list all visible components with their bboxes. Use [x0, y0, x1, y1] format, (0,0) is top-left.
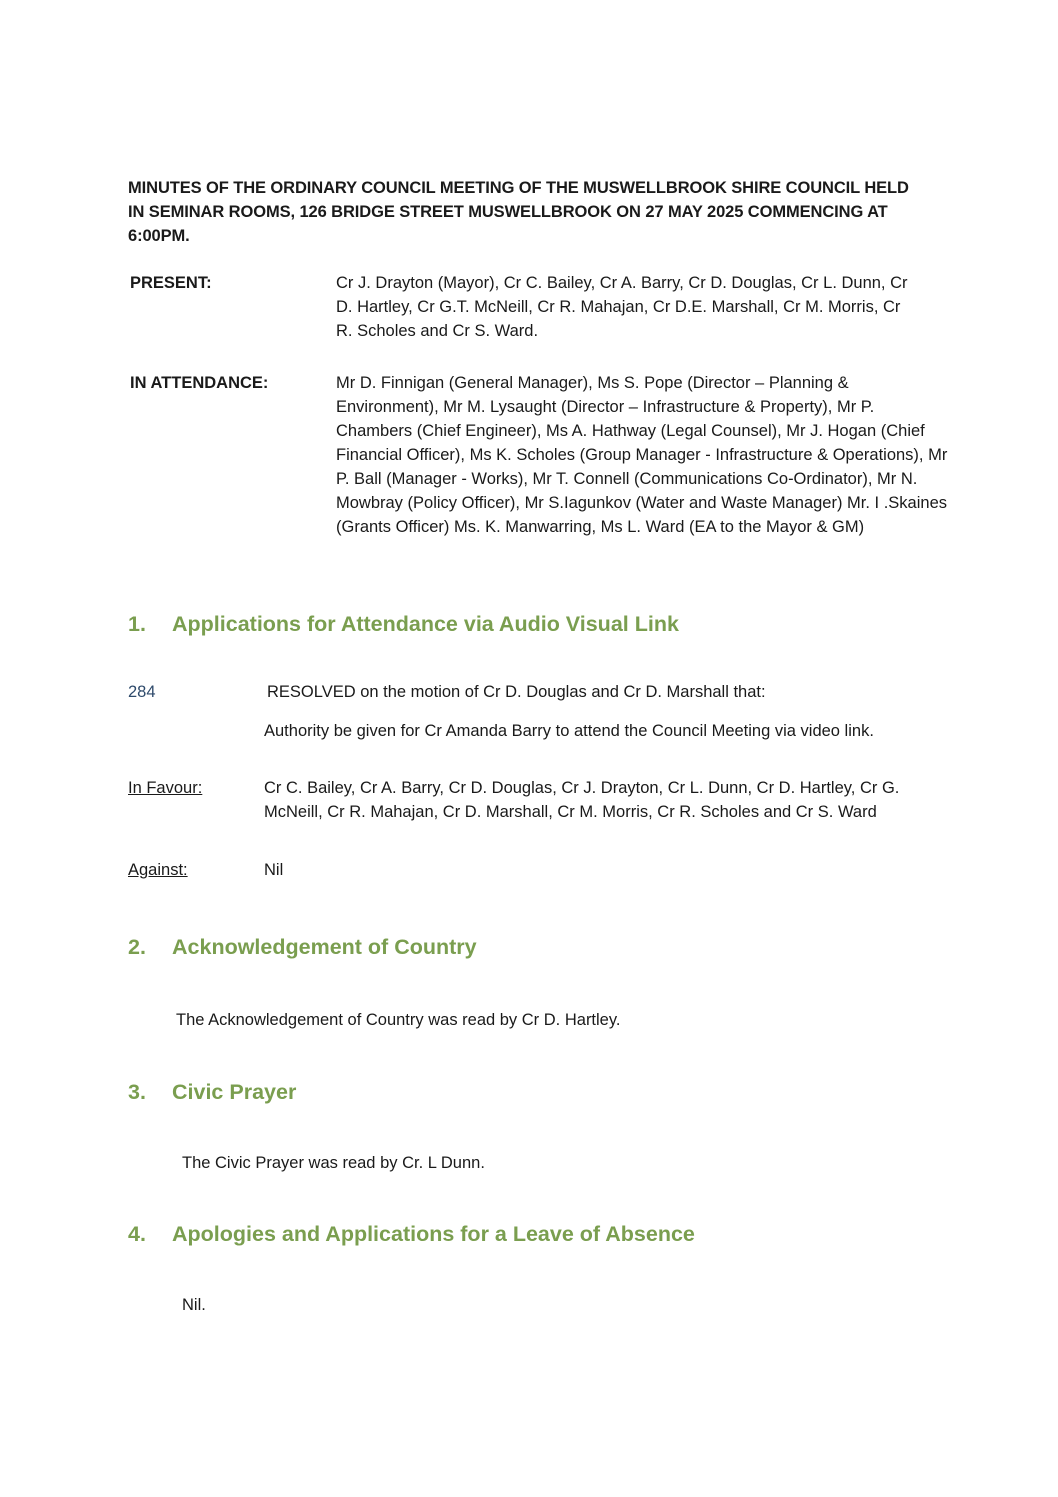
in-favour-list: Cr C. Bailey, Cr A. Barry, Cr D. Douglas, Cr J. Drayton, Cr L. Dunn, Cr D. Hartley, Cr G. McNeill, Cr R. Mahajan, Cr D. Marshall, Cr M. Morris, Cr R. Scholes and Cr S. Ward [264, 779, 900, 821]
section-3-number: 3. [128, 1080, 146, 1104]
section-4-title: Apologies and Applications for a Leave of Absence [172, 1222, 695, 1246]
section-2-title: Acknowledgement of Country [172, 935, 477, 959]
resolved-text: RESOLVED on the motion of Cr D. Douglas and Cr D. Marshall that: [267, 683, 766, 701]
section-1-number: 1. [128, 612, 146, 636]
resolution-text: Authority be given for Cr Amanda Barry to attend the Council Meeting via video link. [264, 722, 874, 740]
against-value: Nil [264, 861, 284, 879]
section-2-text: The Acknowledgement of Country was read by Cr D. Hartley. [176, 1011, 621, 1029]
attendance-list: Mr D. Finnigan (General Manager), Ms S. Pope (Director – Planning & Environment), Mr M. Lysaught (Director – Infrastructure & Property), Mr P. Chambers (Chief Engineer), Ms A. Hathway (Legal Counsel), Mr J. Hogan (Chief Financial Officer), Ms K. Scholes (Group Manager - Infrastructure & Operations), Mr P. Ball (Manager - Works), Mr T. Connell (Communications Co-Ordinator), Mr N. Mowbray (Policy Officer), Mr S.Iagunkov (Water and Waste Manager) Mr. I .Skaines (Grants Officer) Ms. K. Manwarring, Ms L. Ward (EA to the Mayor & GM) [336, 374, 948, 536]
section-3-text: The Civic Prayer was read by Cr. L Dunn. [182, 1154, 485, 1172]
section-1-heading [128, 609, 679, 639]
section-4-text: Nil. [182, 1296, 206, 1314]
in-favour-label: In Favour: [128, 779, 203, 797]
section-4-heading [128, 1219, 695, 1249]
section-4-number: 4. [128, 1222, 146, 1246]
item-number: 284 [128, 683, 156, 701]
section-1-title: Applications for Attendance via Audio Visual Link [172, 612, 679, 636]
section-2-number: 2. [128, 935, 146, 959]
section-3-title: Civic Prayer [172, 1080, 297, 1104]
document-title: MINUTES OF THE ORDINARY COUNCIL MEETING OF THE MUSWELLBROOK SHIRE COUNCIL HELD IN SEMINAR ROOMS, 126 BRIDGE STREET MUSWELLBROOK ON 27 MAY 2025 COMMENCING AT 6:00PM. [128, 179, 909, 245]
present-list: Cr J. Drayton (Mayor), Cr C. Bailey, Cr A. Barry, Cr D. Douglas, Cr L. Dunn, Cr D. Hartley, Cr G.T. McNeill, Cr R. Mahajan, Cr D.E. Marshall, Cr M. Morris, Cr R. Scholes and Cr S. Ward. [336, 274, 908, 340]
present-label: PRESENT: [130, 274, 212, 292]
attendance-label: IN ATTENDANCE: [130, 374, 269, 392]
against-label: Against: [128, 861, 188, 879]
section-2-heading [128, 932, 477, 962]
section-3-heading [128, 1077, 296, 1107]
